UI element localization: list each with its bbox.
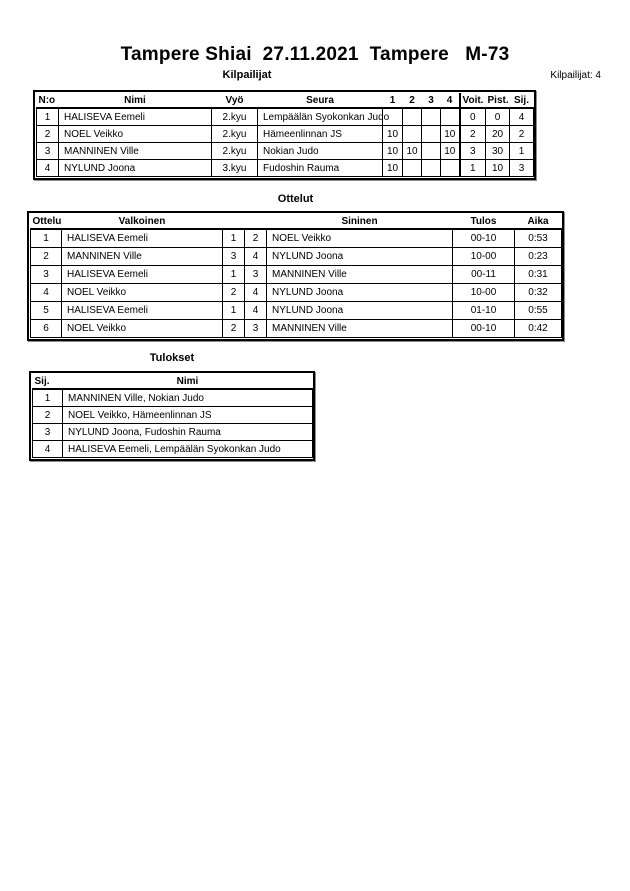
cell-nimi: NOEL Veikko bbox=[59, 126, 212, 143]
table-row bbox=[31, 266, 562, 284]
cell-pist: 20 bbox=[486, 126, 510, 143]
col-header-vyo: Vyö bbox=[212, 93, 258, 108]
cell-blue-no: 4 bbox=[245, 248, 267, 266]
cell-white-name: NOEL Veikko bbox=[62, 284, 223, 302]
cell-white-name: NOEL Veikko bbox=[62, 320, 223, 338]
competitors-table bbox=[33, 90, 536, 180]
cell-white-no: 3 bbox=[223, 248, 245, 266]
col-header-ottelu: Ottelu bbox=[31, 214, 62, 229]
cell-result: 00-11 bbox=[453, 266, 515, 284]
cell-nimi: MANNINEN Ville bbox=[59, 143, 212, 160]
cell-round-3 bbox=[422, 126, 441, 143]
cell-vyo: 3.kyu bbox=[212, 160, 258, 177]
col-header-sij: Sij. bbox=[510, 93, 534, 108]
table-row bbox=[31, 229, 562, 248]
table-row bbox=[33, 407, 313, 424]
cell-match-no: 1 bbox=[31, 229, 62, 248]
cell-white-no: 1 bbox=[223, 302, 245, 320]
cell-result: 01-10 bbox=[453, 302, 515, 320]
cell-seura: Hämeenlinnan JS bbox=[258, 126, 383, 143]
cell-time: 0:55 bbox=[515, 302, 562, 320]
cell-round-2 bbox=[403, 126, 422, 143]
cell-round-3 bbox=[422, 160, 441, 177]
col-header-nimi: Nimi bbox=[63, 374, 313, 389]
cell-match-no: 3 bbox=[31, 266, 62, 284]
cell-no: 2 bbox=[37, 126, 59, 143]
cell-round-1: 10 bbox=[383, 160, 403, 177]
results-table bbox=[29, 371, 315, 461]
cell-round-1: 10 bbox=[383, 143, 403, 160]
table-row bbox=[37, 126, 534, 143]
cell-sij: 2 bbox=[510, 126, 534, 143]
competitors-header-row bbox=[37, 93, 534, 108]
cell-time: 0:23 bbox=[515, 248, 562, 266]
cell-blue-no: 3 bbox=[245, 320, 267, 338]
col-header-round-4: 4 bbox=[441, 93, 460, 108]
cell-pist: 0 bbox=[486, 108, 510, 126]
cell-pist: 30 bbox=[486, 143, 510, 160]
cell-round-1: 10 bbox=[383, 126, 403, 143]
cell-round-4 bbox=[441, 108, 460, 126]
table-row bbox=[37, 108, 534, 126]
cell-no: 3 bbox=[37, 143, 59, 160]
cell-time: 0:31 bbox=[515, 266, 562, 284]
matches-header-row bbox=[31, 214, 562, 229]
col-header-blue-number bbox=[245, 214, 267, 229]
cell-blue-no: 4 bbox=[245, 284, 267, 302]
table-row bbox=[33, 441, 313, 458]
cell-nimi: NYLUND Joona bbox=[59, 160, 212, 177]
col-header-nimi: Nimi bbox=[59, 93, 212, 108]
cell-blue-no: 3 bbox=[245, 266, 267, 284]
cell-place: 3 bbox=[33, 424, 63, 441]
cell-blue-name: NYLUND Joona bbox=[267, 284, 453, 302]
cell-round-4: 10 bbox=[441, 143, 460, 160]
cell-vyo: 2.kyu bbox=[212, 143, 258, 160]
cell-voit: 2 bbox=[460, 126, 486, 143]
table-row bbox=[31, 284, 562, 302]
cell-blue-no: 4 bbox=[245, 302, 267, 320]
cell-round-4: 10 bbox=[441, 126, 460, 143]
cell-pist: 10 bbox=[486, 160, 510, 177]
table-row bbox=[31, 248, 562, 266]
cell-name-club: HALISEVA Eemeli, Lempäälän Syokonkan Judo bbox=[63, 441, 313, 458]
matches-section-title: Ottelut bbox=[277, 193, 314, 205]
cell-white-no: 1 bbox=[223, 266, 245, 284]
competitors-section-title: Kilpailijat bbox=[222, 69, 272, 81]
cell-white-name: HALISEVA Eemeli bbox=[62, 302, 223, 320]
cell-white-no: 2 bbox=[223, 284, 245, 302]
col-header-round-2: 2 bbox=[403, 93, 422, 108]
cell-vyo: 2.kyu bbox=[212, 108, 258, 126]
col-header-sininen: Sininen bbox=[267, 214, 453, 229]
cell-time: 0:42 bbox=[515, 320, 562, 338]
cell-blue-no: 2 bbox=[245, 229, 267, 248]
cell-white-no: 2 bbox=[223, 320, 245, 338]
competitor-count: Kilpailijat: 4 bbox=[550, 70, 601, 81]
cell-blue-name: NYLUND Joona bbox=[267, 248, 453, 266]
cell-place: 4 bbox=[33, 441, 63, 458]
results-header-row bbox=[33, 374, 313, 389]
cell-name-club: NOEL Veikko, Hämeenlinnan JS bbox=[63, 407, 313, 424]
cell-blue-name: NYLUND Joona bbox=[267, 302, 453, 320]
cell-no: 1 bbox=[37, 108, 59, 126]
col-header-round-1: 1 bbox=[383, 93, 403, 108]
table-row bbox=[33, 389, 313, 407]
table-row bbox=[37, 143, 534, 160]
cell-time: 0:53 bbox=[515, 229, 562, 248]
cell-place: 1 bbox=[33, 389, 63, 407]
cell-result: 10-00 bbox=[453, 284, 515, 302]
col-header-aika: Aika bbox=[515, 214, 562, 229]
col-header-seura: Seura bbox=[258, 93, 383, 108]
table-row bbox=[33, 424, 313, 441]
cell-voit: 1 bbox=[460, 160, 486, 177]
cell-nimi: HALISEVA Eemeli bbox=[59, 108, 212, 126]
cell-blue-name: NOEL Veikko bbox=[267, 229, 453, 248]
cell-blue-name: MANNINEN Ville bbox=[267, 266, 453, 284]
col-header-round-3: 3 bbox=[422, 93, 441, 108]
col-header-no: N:o bbox=[37, 93, 59, 108]
cell-result: 00-10 bbox=[453, 320, 515, 338]
cell-seura: Fudoshin Rauma bbox=[258, 160, 383, 177]
cell-match-no: 5 bbox=[31, 302, 62, 320]
cell-voit: 0 bbox=[460, 108, 486, 126]
col-header-white-number bbox=[223, 214, 245, 229]
cell-vyo: 2.kyu bbox=[212, 126, 258, 143]
table-row bbox=[37, 160, 534, 177]
cell-match-no: 4 bbox=[31, 284, 62, 302]
cell-white-no: 1 bbox=[223, 229, 245, 248]
col-header-voit: Voit. bbox=[460, 93, 486, 108]
cell-voit: 3 bbox=[460, 143, 486, 160]
cell-no: 4 bbox=[37, 160, 59, 177]
cell-white-name: HALISEVA Eemeli bbox=[62, 266, 223, 284]
cell-result: 10-00 bbox=[453, 248, 515, 266]
cell-match-no: 6 bbox=[31, 320, 62, 338]
cell-round-2: 10 bbox=[403, 143, 422, 160]
cell-round-3 bbox=[422, 143, 441, 160]
cell-seura: Nokian Judo bbox=[258, 143, 383, 160]
cell-blue-name: MANNINEN Ville bbox=[267, 320, 453, 338]
document-title: Tampere Shiai 27.11.2021 Tampere M-73 bbox=[120, 44, 510, 65]
cell-seura: Lempäälän Syokonkan Judo bbox=[258, 108, 383, 126]
cell-time: 0:32 bbox=[515, 284, 562, 302]
cell-result: 00-10 bbox=[453, 229, 515, 248]
col-header-pist: Pist. bbox=[486, 93, 510, 108]
cell-round-4 bbox=[441, 160, 460, 177]
col-header-tulos: Tulos bbox=[453, 214, 515, 229]
cell-round-2 bbox=[403, 108, 422, 126]
col-header-valkoinen: Valkoinen bbox=[62, 214, 223, 229]
cell-name-club: MANNINEN Ville, Nokian Judo bbox=[63, 389, 313, 407]
cell-sij: 4 bbox=[510, 108, 534, 126]
cell-sij: 1 bbox=[510, 143, 534, 160]
cell-white-name: HALISEVA Eemeli bbox=[62, 229, 223, 248]
table-row bbox=[31, 320, 562, 338]
matches-table bbox=[27, 211, 564, 341]
cell-place: 2 bbox=[33, 407, 63, 424]
cell-sij: 3 bbox=[510, 160, 534, 177]
cell-name-club: NYLUND Joona, Fudoshin Rauma bbox=[63, 424, 313, 441]
table-row bbox=[31, 302, 562, 320]
cell-round-3 bbox=[422, 108, 441, 126]
col-header-sij: Sij. bbox=[33, 374, 63, 389]
cell-white-name: MANNINEN Ville bbox=[62, 248, 223, 266]
results-section-title: Tulokset bbox=[149, 352, 195, 364]
cell-round-2 bbox=[403, 160, 422, 177]
cell-match-no: 2 bbox=[31, 248, 62, 266]
